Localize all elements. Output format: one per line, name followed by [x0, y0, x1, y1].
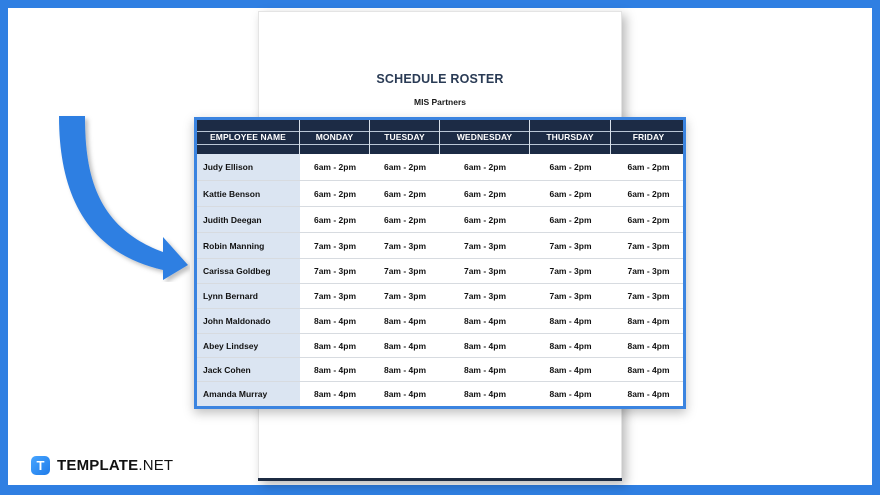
- table-row: [197, 309, 683, 334]
- column-header-employee-name: EMPLOYEE NAME: [197, 120, 300, 154]
- employee-name-cell: Abey Lindsey: [203, 340, 259, 351]
- shift-cell: 7am - 3pm: [383, 266, 427, 276]
- shift-cell: 7am - 3pm: [313, 266, 357, 276]
- page-bottom-bar: [258, 478, 622, 481]
- shift-cell: 7am - 3pm: [463, 240, 507, 251]
- shift-cell: 7am - 3pm: [627, 240, 670, 251]
- shift-cell: 7am - 3pm: [627, 291, 670, 301]
- shift-cell: 8am - 4pm: [627, 316, 670, 326]
- employee-name-cell: Kattie Benson: [203, 188, 261, 199]
- template-logo: [31, 456, 173, 475]
- shift-cell: 8am - 4pm: [313, 389, 357, 399]
- employee-name-cell: John Maldonado: [203, 316, 271, 326]
- shift-cell: 6am - 2pm: [627, 188, 670, 199]
- column-header-thursday: THURSDAY: [530, 120, 611, 154]
- shift-cell: 8am - 4pm: [463, 364, 507, 375]
- column-header-friday: FRIDAY: [632, 132, 665, 142]
- document-subtitle: MIS Partners: [414, 97, 466, 107]
- shift-cell: 8am - 4pm: [383, 316, 427, 326]
- shift-cell: 7am - 3pm: [383, 291, 427, 301]
- table-row: [197, 233, 683, 259]
- shift-cell: 7am - 3pm: [549, 266, 592, 276]
- shift-cell: 8am - 4pm: [549, 364, 592, 375]
- shift-cell: 6am - 2pm: [313, 214, 357, 225]
- table-row: [197, 259, 683, 284]
- shift-cell: 8am - 4pm: [627, 389, 670, 399]
- shift-cell: 8am - 4pm: [549, 389, 592, 399]
- shift-cell: 8am - 4pm: [383, 389, 427, 399]
- shift-cell: 6am - 2pm: [463, 214, 507, 225]
- shift-cell: 8am - 4pm: [627, 364, 670, 375]
- column-header-wednesday: WEDNESDAY: [440, 120, 530, 154]
- shift-cell: 8am - 4pm: [463, 340, 507, 351]
- shift-cell: 8am - 4pm: [313, 316, 357, 326]
- shift-cell: 8am - 4pm: [627, 340, 670, 351]
- shift-cell: 6am - 2pm: [313, 162, 357, 172]
- shift-cell: 6am - 2pm: [463, 162, 507, 172]
- shift-cell: 8am - 4pm: [463, 316, 507, 326]
- shift-cell: 8am - 4pm: [463, 389, 507, 399]
- employee-name-cell: Judy Ellison: [203, 162, 254, 172]
- shift-cell: 8am - 4pm: [549, 340, 592, 351]
- logo-wordmark: [57, 457, 173, 474]
- shift-cell: 6am - 2pm: [313, 188, 357, 199]
- shift-cell: 7am - 3pm: [383, 240, 427, 251]
- employee-name-cell: Robin Manning: [203, 240, 265, 251]
- column-header-tuesday: TUESDAY: [370, 120, 440, 154]
- table-row: [197, 181, 683, 207]
- logo-light-text: .NET: [138, 457, 174, 474]
- shift-cell: 7am - 3pm: [463, 291, 507, 301]
- shift-cell: 6am - 2pm: [383, 162, 427, 172]
- employee-name-cell: Judith Deegan: [203, 214, 262, 225]
- table-row: [197, 382, 683, 406]
- template-logo-icon: T: [31, 456, 50, 475]
- employee-name-cell: Carissa Goldbeg: [203, 266, 271, 276]
- logo-bold-text: TEMPLATE: [57, 457, 139, 474]
- employee-name-cell: Lynn Bernard: [203, 291, 258, 301]
- shift-cell: 6am - 2pm: [549, 162, 592, 172]
- table-row: [197, 207, 683, 233]
- shift-cell: 7am - 3pm: [627, 266, 670, 276]
- table-row: [197, 334, 683, 358]
- shift-cell: 8am - 4pm: [549, 316, 592, 326]
- shift-cell: 7am - 3pm: [313, 240, 357, 251]
- shift-cell: 7am - 3pm: [313, 291, 357, 301]
- document-title: SCHEDULE ROSTER: [376, 72, 504, 86]
- shift-cell: 6am - 2pm: [463, 188, 507, 199]
- employee-name-cell: Amanda Murray: [203, 389, 268, 399]
- column-header-monday: MONDAY: [300, 120, 370, 154]
- shift-cell: 6am - 2pm: [549, 188, 592, 199]
- employee-name-cell: Jack Cohen: [203, 364, 251, 375]
- table-row: [197, 358, 683, 382]
- shift-cell: 6am - 2pm: [627, 162, 670, 172]
- curved-arrow-icon: [55, 112, 190, 282]
- shift-cell: 8am - 4pm: [383, 340, 427, 351]
- shift-cell: 7am - 3pm: [463, 266, 507, 276]
- shift-cell: 6am - 2pm: [627, 214, 670, 225]
- shift-cell: 8am - 4pm: [383, 364, 427, 375]
- schedule-table: [194, 117, 686, 409]
- shift-cell: 6am - 2pm: [549, 214, 592, 225]
- table-row: [197, 154, 683, 181]
- table-header: [197, 120, 683, 154]
- shift-cell: 6am - 2pm: [383, 214, 427, 225]
- shift-cell: 7am - 3pm: [549, 291, 592, 301]
- shift-cell: 6am - 2pm: [383, 188, 427, 199]
- shift-cell: 8am - 4pm: [313, 340, 357, 351]
- table-row: [197, 284, 683, 309]
- shift-cell: 7am - 3pm: [549, 240, 592, 251]
- shift-cell: 8am - 4pm: [313, 364, 357, 375]
